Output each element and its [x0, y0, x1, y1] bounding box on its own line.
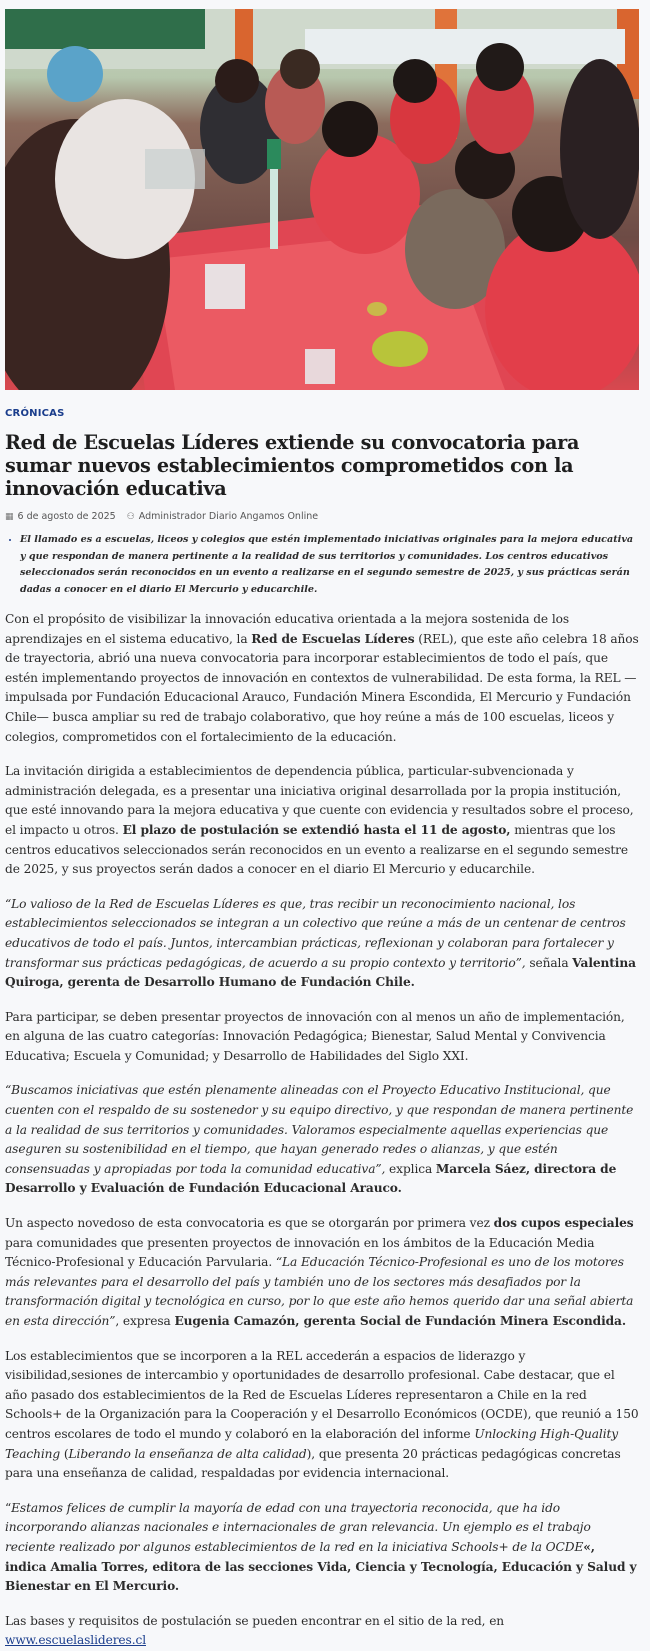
paragraph-5	[5, 1081, 640, 1199]
paragraph-1	[5, 610, 640, 747]
p3-attribution: Valentina Quiroga, gerenta de Desarrollo Humano de Fundación Chile.	[5, 955, 636, 990]
calendar-icon: ▦	[5, 511, 14, 522]
p7-text-e: ), que presenta 20 prácticas pedagógicas concretas para una enseñanza de calidad, respaldadas por evidencia internacional.	[5, 1446, 621, 1481]
article-date: 6 de agosto de 2025	[17, 511, 116, 522]
p9-text-a: Las bases y requisitos de postulación se pueden encontrar en el sitio de la red, en	[5, 1613, 505, 1628]
paragraph-7	[5, 1347, 640, 1484]
p6-bold: dos cupos especiales	[493, 1216, 634, 1231]
p7-text-c: (	[60, 1446, 69, 1461]
author-item[interactable]	[127, 511, 318, 522]
article-summary	[5, 532, 640, 598]
p5-text-b: explica	[385, 1161, 436, 1176]
p3-quote: “Lo valioso de la Red de Escuelas Líderes es que, tras recibir un reconocimiento nacional, los establecimientos seleccionados se integran a un colectivo que reúne a más de un centenar de centros educativos de todo el país. Juntos, intercambian prácticas, reflexionan y colaboran para fortalecer y transformar sus prácticas pedagógicas, de acuerdo a su propio contexto y territorio”,	[5, 896, 626, 970]
paragraph-2	[5, 762, 640, 880]
p7-italic-d: Liberando la enseñanza de alta calidad	[68, 1446, 307, 1461]
article-author[interactable]: Administrador Diario Angamos Online	[138, 511, 319, 522]
user-icon: ⚇	[126, 511, 135, 522]
website-link[interactable]: www.escuelaslideres.cl	[5, 1633, 146, 1648]
p8-quote: Estamos felices de cumplir la mayoría de edad con una trayectoria reconocida, que ha ido incorporando alianzas nacionales e internacionales de gran relevancia. Un ejemplo es el trabajo reciente realizado por algunos establecimientos de la red en la iniciativa Schools+ de la OCDE	[5, 1500, 591, 1554]
p2-text-c: mientras que los centros educativos seleccionados serán reconocidos en un evento a realizarse en el segundo semestre de 2025, y sus proyectos serán dados a conocer en el diario El Mercurio y educarchile.	[5, 822, 628, 877]
date-item	[5, 511, 116, 522]
summary-item: • El llamado es a escuelas, liceos y colegios que estén implementado iniciativas originales para la mejora educativa y que respondan de manera pertinente a la realidad de sus territorios y comunidades. Los centros educativos seleccionados serán reconocidos en un evento a realizarse en el segundo semestre de 2025, y sus prácticas serán dadas a conocer en el diario El Mercurio y educarchile.	[20, 532, 640, 598]
p2-bold: El plazo de postulación se extendió hasta el 11 de agosto,	[122, 822, 511, 837]
paragraph-3	[5, 895, 640, 993]
p6-attribution: Eugenia Camazón, gerenta Social de Fundación Minera Escondida.	[174, 1314, 626, 1328]
p5-attribution: Marcela Sáez, directora de Desarrollo y Evaluación de Fundación Educacional Arauco.	[5, 1161, 617, 1196]
p1-bold: Red de Escuelas Líderes	[251, 631, 415, 646]
paragraph-8	[5, 1499, 640, 1597]
p7-text-a: Los establecimientos que se incorporen a la REL accederán a espacios de liderazgo y visibilidad,sesiones de intercambio y oportunidades de desarrollo profesional. Cabe destacar, que el año pasado dos establecimientos de la Red de Escuelas Líderes representaron a Chile en la red Schools+ de la Organización para la Cooperación y el Desarrollo Económicos (OCDE), que reunió a 150 centros escolares de todo el mundo y colaboró en la elaboración del informe	[5, 1348, 639, 1441]
paragraph-9	[5, 1612, 640, 1651]
p3-text-b: señala	[525, 955, 573, 970]
category-label[interactable]: CRÓNICAS	[5, 408, 65, 419]
article-meta	[5, 511, 640, 522]
p2-text-a: La invitación dirigida a establecimientos de dependencia pública, particular-subvencionada y administración delegada, es a presentar una iniciativa original desarrollada por la propia institución, que esté innovando para la mejora educativa y que cuente con evidencia y resultados sobre el proceso, el impacto u otros.	[5, 764, 634, 837]
paragraph-4: Para participar, se deben presentar proyectos de innovación con al menos un año de implementación, en alguna de las cuatro categorías: Innovación Pedagógica; Bienestar, Salud Mental y Convivencia Educativa; Escuela y Comunidad; y Desarrollo de Habilidades del Siglo XXI.	[5, 1009, 625, 1063]
paragraph-6	[5, 1214, 640, 1332]
p5-quote: “Buscamos iniciativas que estén plenamente alineadas con el Proyecto Educativo Institucional, que cuenten con el respaldo de su sostenedor y su equipo directivo, y que respondan de manera pertinente a la realidad de sus territorios y comunidades. Valoramos especialmente aquellas experiencias que aseguren su sostenibilidad en el tiempo, que hayan generado redes o alianzas, y que estén consensuadas y apropiadas por toda la comunidad educativa”,	[5, 1083, 634, 1176]
p6-text-a: Un aspecto novedoso de esta convocatoria es que se otorgarán por primera vez	[5, 1216, 494, 1231]
article-body	[5, 610, 640, 1651]
p6-text-c: para comunidades que presenten proyectos de innovación en los ámbitos de la Educación Media Técnico-Profesional y Educación Parvularia.	[5, 1235, 595, 1270]
hero-photo-illustration	[5, 9, 639, 390]
p7-italic-b: Unlocking High-Quality Teaching	[5, 1426, 619, 1461]
article-title: Red de Escuelas Líderes extiende su convocatoria para sumar nuevos establecimientos comprometidos con la innovación educativa	[5, 431, 580, 500]
p8-open-quote: “	[5, 1500, 12, 1515]
p1-text-c: (REL), que este año celebra 18 años de trayectoria, abrió una nueva convocatoria para incorporar establecimientos de todo el país, que estén implementando proyectos de innovación en contextos de vulnerabilidad. De esta forma, la REL —impulsada por Fundación Educacional Arauco, Fundación Minera Escondida, El Mercurio y Fundación Chile— busca ampliar su red de trabajo colaborativo, que hoy reúne a más de 100 escuelas, liceos y colegios, comprometidos con el fortalecimiento de la educación.	[5, 631, 639, 744]
p1-text-a: Con el propósito de visibilizar la innovación educativa orientada a la mejora sostenida de los aprendizajes en el sistema educativo, la	[5, 612, 570, 646]
article-container	[0, 9, 650, 1651]
hero-image	[5, 9, 639, 390]
p6-quote: “La Educación Técnico-Profesional es uno de los motores más relevantes para el desarrollo del país y también uno de los sectores más desafiados por la transformación digital y tecnológica en curso, por lo que este año hemos querido dar una señal abierta en esta dirección”	[5, 1255, 634, 1328]
p8-attribution: «, indica Amalia Torres, editora de las secciones Vida, Ciencia y Tecnología, Educación y Salud y Bienestar en El Mercurio.	[5, 1539, 637, 1594]
p6-text-e: , expresa	[115, 1314, 175, 1328]
